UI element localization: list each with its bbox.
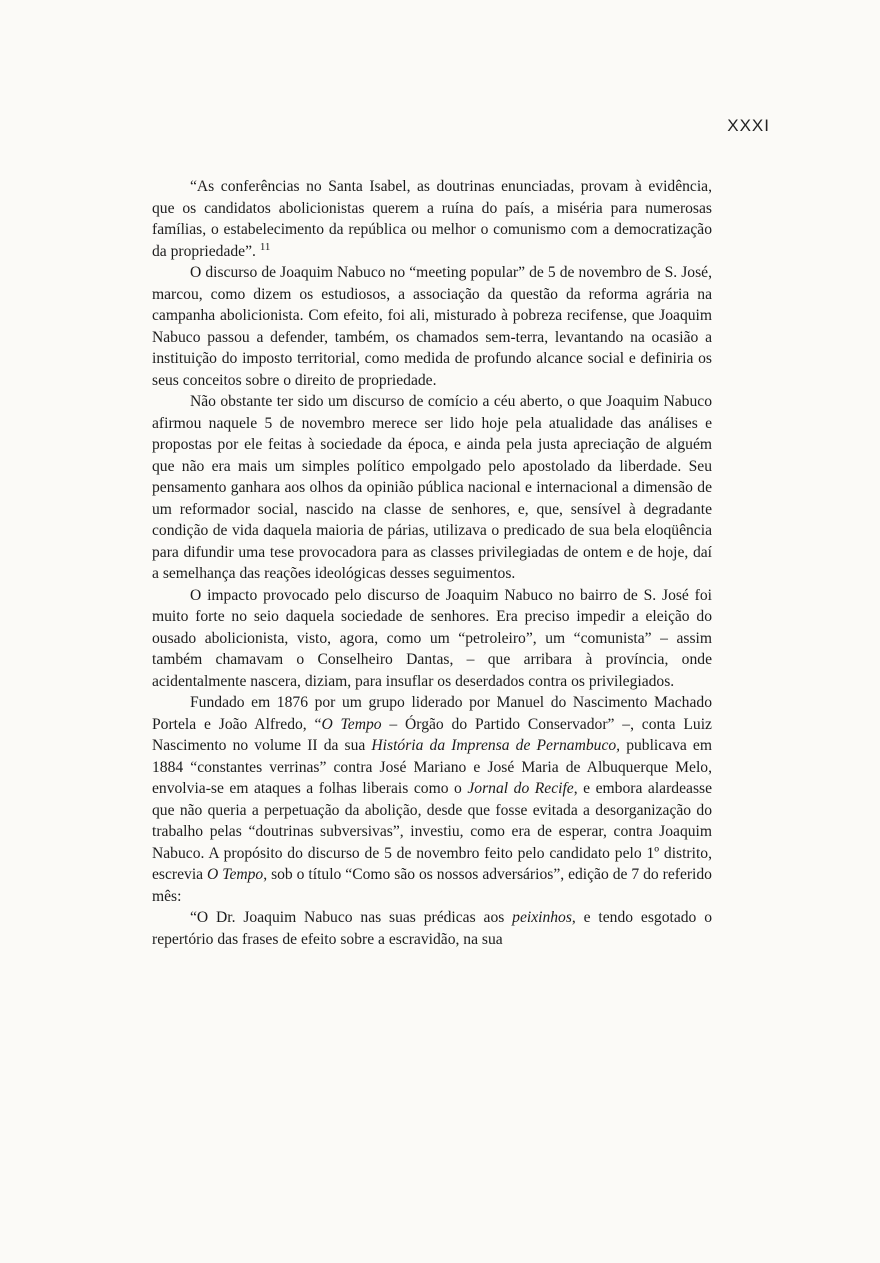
paragraph (152, 391, 712, 585)
italic-text: Jornal do Recife (467, 780, 574, 797)
paragraph-text: O discurso de Joaquim Nabuco no “meeting popular” de 5 de novembro de S. José, marcou, como dizem os estudiosos, a associação da questão da reforma agrária na campanha abolicionista. Com efeito, foi ali, misturado à pobreza recifense, que Joaquim Nabuco passou a defender, também, os chamados sem-terra, levantando na ocasião a instituição do imposto territorial, como medida de profundo alcance social e definiria os seus conceitos sobre o direito de propriedade. (152, 264, 712, 389)
paragraph-text: , sob o título “Como são os nossos adversários”, edição de 7 do referido mês: (152, 866, 712, 905)
paragraph (152, 585, 712, 693)
paragraph-text: O impacto provocado pelo discurso de Joaquim Nabuco no bairro de S. José foi muito forte no seio daquela sociedade de senhores. Era preciso impedir a eleição do ousado abolicionista, visto, agora, como um “petroleiro”, um “comunista” – assim também chamavam o Conselheiro Dantas, – que arribara à província, onde acidentalmente nascera, diziam, para insuflar os deserdados contra os privilegiados. (152, 586, 712, 690)
paragraph (152, 907, 712, 950)
italic-text: peixinhos (512, 909, 572, 926)
paragraph-text: , e embora alardeasse que não queria a perpetuação da abolição, desde que fosse evitada a desorganização do trabalho pelas “doutrinas subversivas”, investiu, como era de esperar, contra Joaquim Nabuco. A propósito do discurso de 5 de novembro feito pelo candidato pelo 1º distrito, escrevia (152, 780, 712, 883)
page-number: XXXI (727, 116, 770, 135)
italic-text: História da Imprensa de Pernambuco, (371, 737, 621, 754)
paragraph-text: Não obstante ter sido um discurso de comício a céu aberto, o que Joaquim Nabuco afirmou naquele 5 de novembro merece ser lido hoje pela atualidade das análises e propostas por ele feitas à sociedade da época, e ainda pela justa apreciação de alguém que não era mais um simples político empolgado pelo apostolado da liberdade. Seu pensamento ganhara aos olhos da opinião pública nacional e internacional a dimensão de um reformador social, nascido na classe de senhores, e, que, sensível à degradante condição de vida daquela maioria de párias, utilizava o predicado de sua bela eloqüência para difundir uma tese provocadora para as classes privilegiadas de ontem e de hoje, daí a semelhança das reações ideológicas desses seguimentos. (152, 393, 712, 582)
paragraph (152, 176, 712, 262)
italic-text: O Tempo (207, 866, 264, 883)
paragraph (152, 692, 712, 907)
footnote-marker: 11 (259, 240, 271, 253)
italic-text: O Tempo (321, 715, 382, 733)
paragraph-text: Fundado em 1876 por um grupo liderado por Manuel do Nascimento Machado Portela e João Alfredo, “ (152, 694, 712, 733)
paragraph-text: – Órgão do Partido Conservador” –, conta Luiz Nascimento no volume II da sua (152, 715, 712, 754)
paragraph-text: , e tendo esgotado o repertório das frases de efeito sobre a escravidão, na sua (152, 909, 712, 948)
text-body (152, 176, 712, 950)
paragraph-text: publicava em 1884 “constantes verrinas” contra José Mariano e José Maria de Albuquerque Melo, envolvia-se em ataques a folhas liberais como o (152, 737, 712, 797)
paragraph-text: “O Dr. Joaquim Nabuco nas suas prédicas aos (190, 909, 513, 926)
paragraph-text: “As conferências no Santa Isabel, as doutrinas enunciadas, provam à evidência, que os candidatos abolicionistas querem a ruína do país, a miséria para numerosas famílias, o estabelecimento da república ou melhor o comunismo com a democratização da propriedade”. (152, 178, 712, 260)
paragraph (152, 262, 712, 391)
